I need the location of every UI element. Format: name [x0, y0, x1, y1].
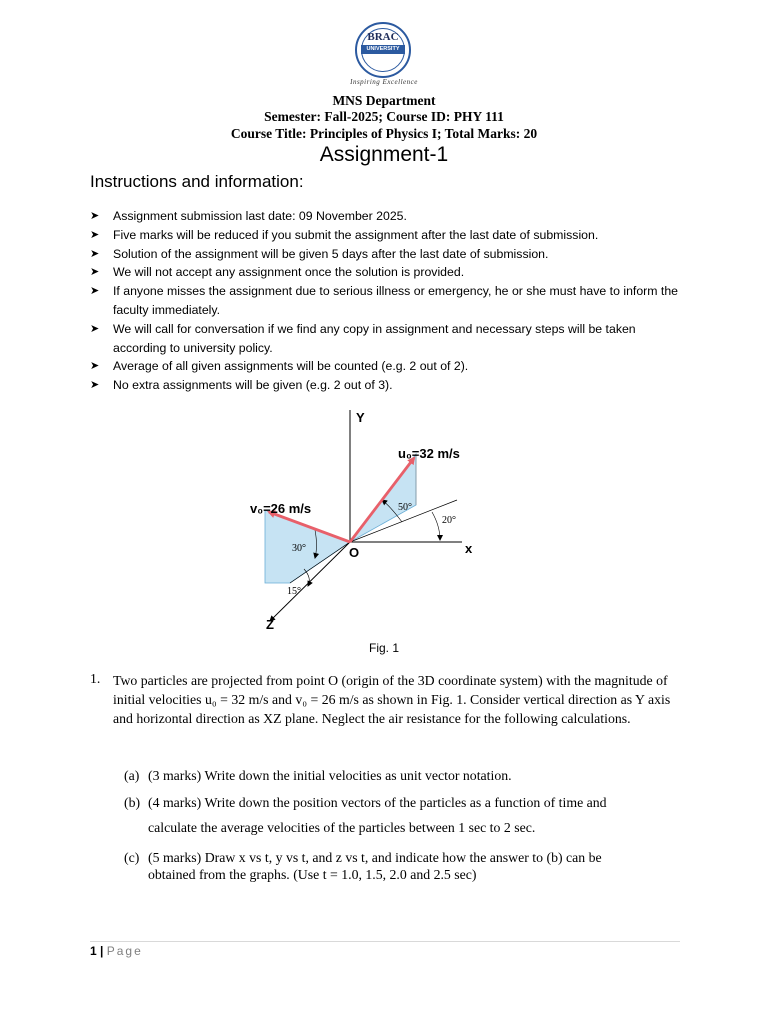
- question-part-b: [124, 793, 664, 812]
- angle-30-label: 30°: [292, 543, 306, 554]
- logo-name: BRAC: [367, 31, 399, 43]
- university-logo: [355, 22, 411, 78]
- instructions-heading: Instructions and information:: [90, 172, 304, 191]
- part-c-text: (5 marks) Draw x vs t, y vs t, and z vs t, and indicate how the answer to (b) can be: [148, 850, 602, 865]
- u-velocity-label: u₀=32 m/s: [398, 446, 460, 461]
- part-b-text-continued: calculate the average velocities of the particles between 1 sec to 2 sec.: [148, 820, 536, 835]
- question-part-a: [124, 766, 664, 785]
- page-number: 1: [90, 944, 97, 958]
- part-b-label: (b): [124, 795, 141, 810]
- angle-50-label: 50°: [398, 502, 412, 513]
- v-plane: [265, 510, 350, 583]
- coordinate-figure: [230, 400, 530, 640]
- semester-line: Semester: Fall-2025; Course ID: PHY 111: [264, 109, 504, 124]
- department: MNS Department: [332, 93, 436, 108]
- list-item: ➤ No extra assignments will be given (e.g. 2 out of 3).: [90, 376, 690, 395]
- part-c-label: (c): [124, 850, 140, 865]
- arrow-bullet-icon: ➤: [90, 247, 100, 260]
- page-footer: [90, 944, 143, 958]
- arrow-bullet-icon: ➤: [90, 210, 100, 222]
- v-velocity-label: v₀=26 m/s: [250, 501, 312, 516]
- page-word: Page: [106, 944, 143, 958]
- arc-20: [432, 512, 440, 540]
- course-line: Course Title: Principles of Physics I; Total Marks: 20: [230, 126, 538, 141]
- arrow-bullet-icon: ➤: [90, 322, 100, 335]
- logo-subtitle: UNIVERSITY: [361, 45, 405, 54]
- list-item: ➤ We will not accept any assignment once the solution is provided.: [90, 263, 690, 282]
- part-b-text: (4 marks) Write down the position vectors of the particles as a function of time and: [148, 795, 607, 810]
- logo-tagline: Inspiring Excellence: [350, 78, 418, 86]
- footer-divider: [90, 941, 680, 942]
- arrow-bullet-icon: ➤: [90, 266, 100, 279]
- page-title: Assignment-1: [319, 143, 449, 166]
- arrow-bullet-icon: ➤: [90, 379, 100, 392]
- arrow-bullet-icon: ➤: [90, 360, 100, 373]
- y-axis-label: Y: [356, 410, 365, 425]
- list-item: ➤ We will call for conversation if we find any copy in assignment and necessary steps will be taken according to university policy.: [90, 321, 636, 355]
- part-a-label: (a): [124, 768, 140, 783]
- arrow-bullet-icon: ➤: [90, 285, 100, 298]
- question-text: Two particles are projected from point O (origin of the 3D coordinate system) with the magnitude of initial velocities u₀ = 32 m/s and v₀ = 26 m/s as shown in Fig. 1. Consider vertical direction as Y axis and horizontal direction as XZ plane. Neglect the air resistance for the following calculations.: [113, 673, 671, 727]
- list-item: ➤ Assignment submission last date: 09 November 2025.: [90, 207, 690, 226]
- footer-separator: |: [100, 944, 104, 958]
- origin-label: O: [349, 545, 360, 560]
- question-number: 1.: [90, 671, 101, 686]
- instructions-list: [90, 207, 690, 395]
- figure-caption: Fig. 1: [368, 641, 399, 655]
- x-axis-label: x: [465, 541, 473, 556]
- list-item: ➤ Five marks will be reduced if you submit the assignment after the last date of submission.: [90, 226, 690, 245]
- part-a-text: (3 marks) Write down the initial velocities as unit vector notation.: [148, 768, 512, 783]
- list-item: ➤ Average of all given assignments will be counted (e.g. 2 out of 2).: [90, 357, 690, 376]
- angle-20-label: 20°: [442, 515, 456, 526]
- list-item: ➤ If anyone misses the assignment due to serious illness or emergency, he or she must have to inform the faculty immediately.: [90, 284, 679, 317]
- z-axis-label: Z: [266, 617, 274, 632]
- angle-15-label: 15°: [287, 586, 301, 597]
- arrow-bullet-icon: ➤: [90, 228, 100, 241]
- question-part-c: [124, 848, 664, 867]
- part-c-text-continued: obtained from the graphs. (Use t = 1.0, 1.5, 2.0 and 2.5 sec): [148, 867, 477, 882]
- list-item: ➤ Solution of the assignment will be given 5 days after the last date of submission.: [90, 245, 690, 264]
